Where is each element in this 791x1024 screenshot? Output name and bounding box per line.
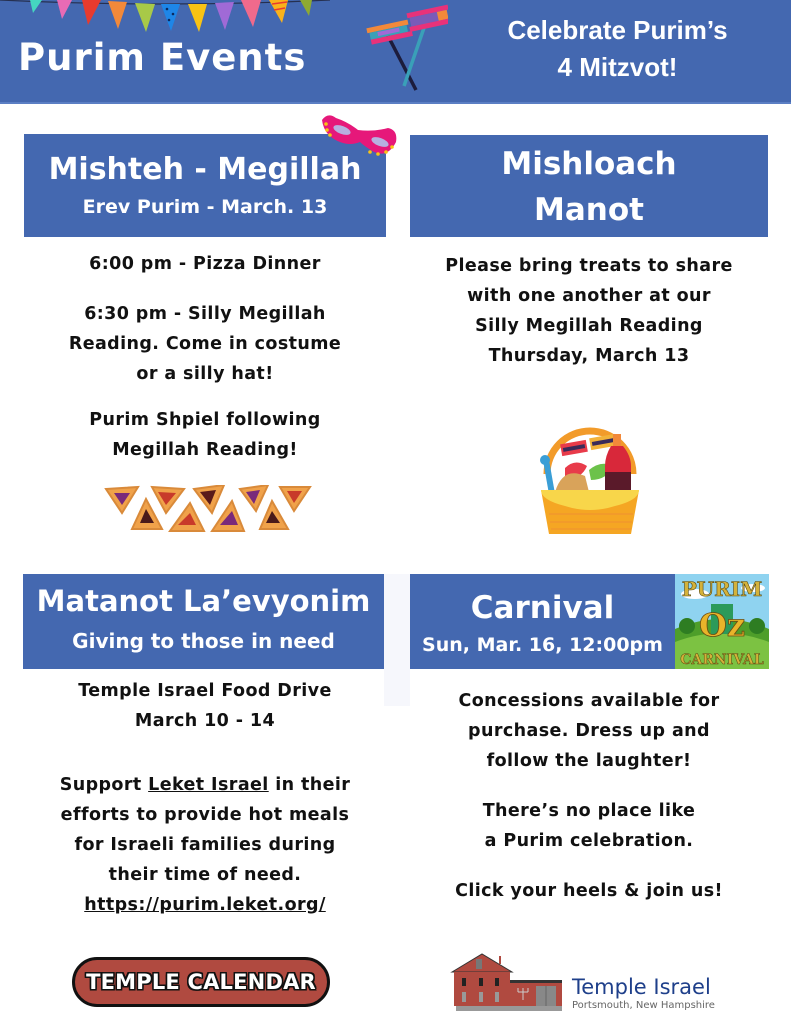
carnival-line: a Purim celebration. — [484, 831, 694, 851]
mishloach-title-line-1: Mishloach — [501, 146, 677, 182]
carnival-subtitle: Sun, Mar. 16, 12:00pm — [422, 634, 663, 656]
matanot-line: efforts to provide hot meals — [60, 805, 350, 825]
mishteh-body — [24, 249, 386, 465]
mishloach-line: Please bring treats to share — [445, 256, 733, 276]
matanot-support-line: Support Leket Israel in their — [59, 775, 351, 795]
mishteh-line: Megillah Reading! — [112, 440, 298, 460]
grogger-noisemaker-icon — [358, 4, 448, 96]
matanot-line: Temple Israel Food Drive — [78, 681, 332, 701]
mishloach-line: Silly Megillah Reading — [475, 316, 703, 336]
matanot-line: for Israeli families during — [74, 835, 336, 855]
temple-calendar-label: TEMPLE CALENDAR — [86, 970, 316, 994]
leket-url-link[interactable]: https://purim.leket.org/ — [84, 895, 326, 915]
leket-israel-link[interactable]: Leket Israel — [148, 775, 269, 795]
svg-text:PURIM: PURIM — [681, 577, 763, 601]
tagline-line-2: 4 Mitzvot! — [557, 52, 678, 82]
carnival-line: Concessions available for — [458, 691, 720, 711]
bunting-banner-icon — [0, 0, 330, 36]
tagline — [445, 12, 790, 86]
carnival-title-box — [410, 574, 675, 669]
page-title: Purim Events — [18, 36, 307, 79]
matanot-title-box — [23, 574, 384, 669]
org-location: Portsmouth, New Hampshire — [572, 1000, 715, 1011]
mishloach-title-box — [410, 135, 768, 237]
temple-calendar-button[interactable] — [72, 957, 330, 1007]
matanot-subtitle: Giving to those in need — [72, 629, 335, 653]
hamantaschen-cookies-icon — [104, 485, 314, 535]
mishteh-line: 6:30 pm - Silly Megillah — [84, 304, 326, 324]
mishloach-title-line-2: Manot — [534, 192, 644, 228]
header-banner — [0, 0, 791, 104]
carnival-body — [400, 686, 778, 906]
mishteh-line: 6:00 pm - Pizza Dinner — [89, 254, 321, 274]
mishloach-body — [405, 251, 773, 371]
mishteh-subtitle: Erev Purim - March. 13 — [82, 196, 328, 218]
org-name: Temple Israel — [572, 975, 711, 999]
carnival-line: There’s no place like — [482, 801, 696, 821]
matanot-body — [20, 676, 390, 920]
mishloach-line: with one another at our — [467, 286, 711, 306]
mishteh-line: or a silly hat! — [136, 364, 274, 384]
carnival-line: follow the laughter! — [486, 751, 692, 771]
gift-basket-icon — [535, 422, 645, 534]
purim-in-oz-carnival-badge — [675, 574, 769, 669]
carnival-title: Carnival — [470, 590, 615, 626]
temple-building-icon — [450, 952, 566, 1012]
svg-text:CARNIVAL: CARNIVAL — [680, 652, 764, 668]
carnival-line: purchase. Dress up and — [468, 721, 710, 741]
carnival-mask-icon — [318, 112, 400, 164]
header-divider — [0, 102, 791, 104]
matanot-line: their time of need. — [108, 865, 302, 885]
carnival-line: Click your heels & join us! — [455, 881, 723, 901]
matanot-title: Matanot La’evyonim — [36, 584, 371, 618]
tagline-line-1: Celebrate Purim’s — [507, 15, 728, 45]
mishteh-line: Reading. Come in costume — [68, 334, 342, 354]
mishteh-title: Mishteh - Megillah — [48, 152, 362, 187]
matanot-line: March 10 - 14 — [134, 711, 276, 731]
mishteh-line: Purim Shpiel following — [89, 410, 321, 430]
mishloach-line: Thursday, March 13 — [488, 346, 690, 366]
svg-text:Oz: Oz — [698, 606, 746, 644]
